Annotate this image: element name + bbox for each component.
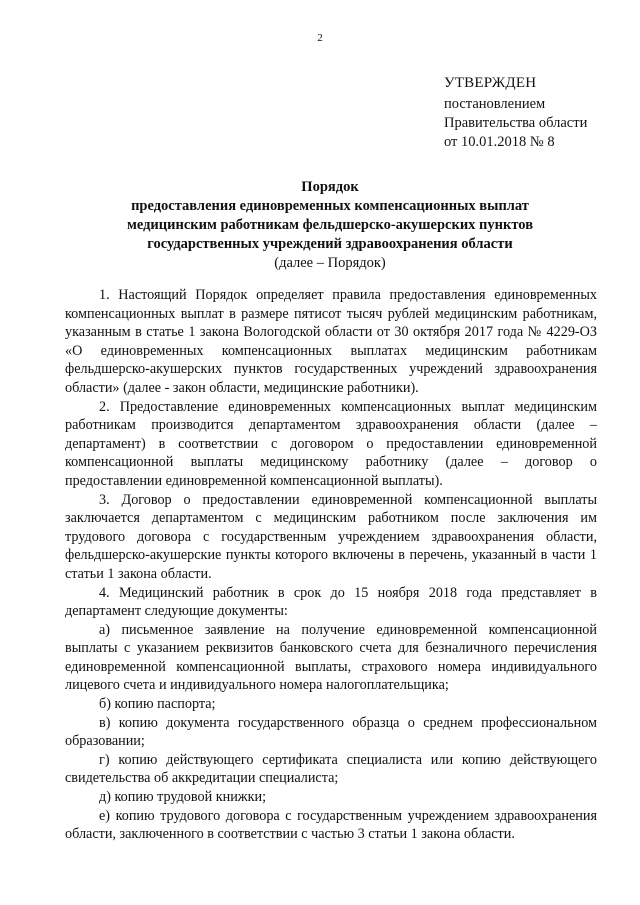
- title-abbreviation: (далее – Порядок): [274, 255, 386, 271]
- approval-line-3: от 10.01.2018 № 8: [444, 134, 555, 150]
- document-title: [60, 178, 600, 273]
- paragraph-4: 4. Медицинский работник в срок до 15 ноября 2018 года представляет в департамент следующие документы:: [65, 584, 597, 620]
- list-item-v: в) копию документа государственного образца о среднем профессиональном образовании;: [65, 714, 597, 750]
- list-item-a: а) письменное заявление на получение единовременной компенсационной выплаты с указанием реквизитов банковского счета для безналичного перечисления единовременной компенсационной выплаты, страхового номера индивидуального лицевого счета и индивидуального номера налогоплательщика;: [65, 621, 597, 694]
- paragraph-2: 2. Предоставление единовременных компенсационных выплат медицинским работникам производится департаментом здравоохранения области (далее – департамент) в соответствии с договором о предоставлении единовременной компенсационной выплаты медицинскому работнику (далее – договор о предоставлении единовременной компенсационной выплаты).: [65, 398, 597, 489]
- page-number: 2: [317, 32, 323, 44]
- approval-line-2: Правительства области: [444, 115, 588, 131]
- approval-line-1: постановлением: [444, 96, 546, 112]
- list-item-b: б) копию паспорта;: [99, 696, 216, 713]
- approval-title: УТВЕРЖДЕН: [444, 75, 537, 91]
- paragraph-3: 3. Договор о предоставлении единовременной компенсационной выплаты заключается департаментом с медицинским работником после заключения им трудового договора с государственным учреждением здравоохранения области, фельдшерско-акушерские пункты которого включены в перечень, указанный в части 1 статьи 1 закона области.: [65, 491, 597, 582]
- document-body: [65, 286, 597, 844]
- list-item-e: е) копию трудового договора с государственным учреждением здравоохранения области, заключенного в соответствии с частью 3 статьи 1 закона области.: [65, 807, 597, 843]
- title-line-3: государственных учреждений здравоохранения области: [147, 236, 513, 252]
- paragraph-1: 1. Настоящий Порядок определяет правила предоставления единовременных компенсационных выплат в размере пятисот тысяч рублей медицинским работникам, указанным в статье 1 закона Вологодской области от 30 октября 2017 года № 4229-ОЗ «О единовременных компенсационных выплатах медицинским работникам фельдшерско-акушерских пунктов государственных учреждений здравоохранения области» (далее - закон области, медицинские работники).: [65, 287, 597, 396]
- approval-stamp: [444, 73, 634, 152]
- title-line-1: предоставления единовременных компенсационных выплат: [131, 198, 529, 214]
- title-heading: Порядок: [301, 179, 359, 195]
- list-item-d: д) копию трудовой книжки;: [99, 789, 267, 806]
- list-item-g: г) копию действующего сертификата специалиста или копию действующего свидетельства об аккредитации специалиста;: [65, 751, 597, 787]
- title-line-2: медицинским работникам фельдшерско-акушерских пунктов: [126, 217, 534, 233]
